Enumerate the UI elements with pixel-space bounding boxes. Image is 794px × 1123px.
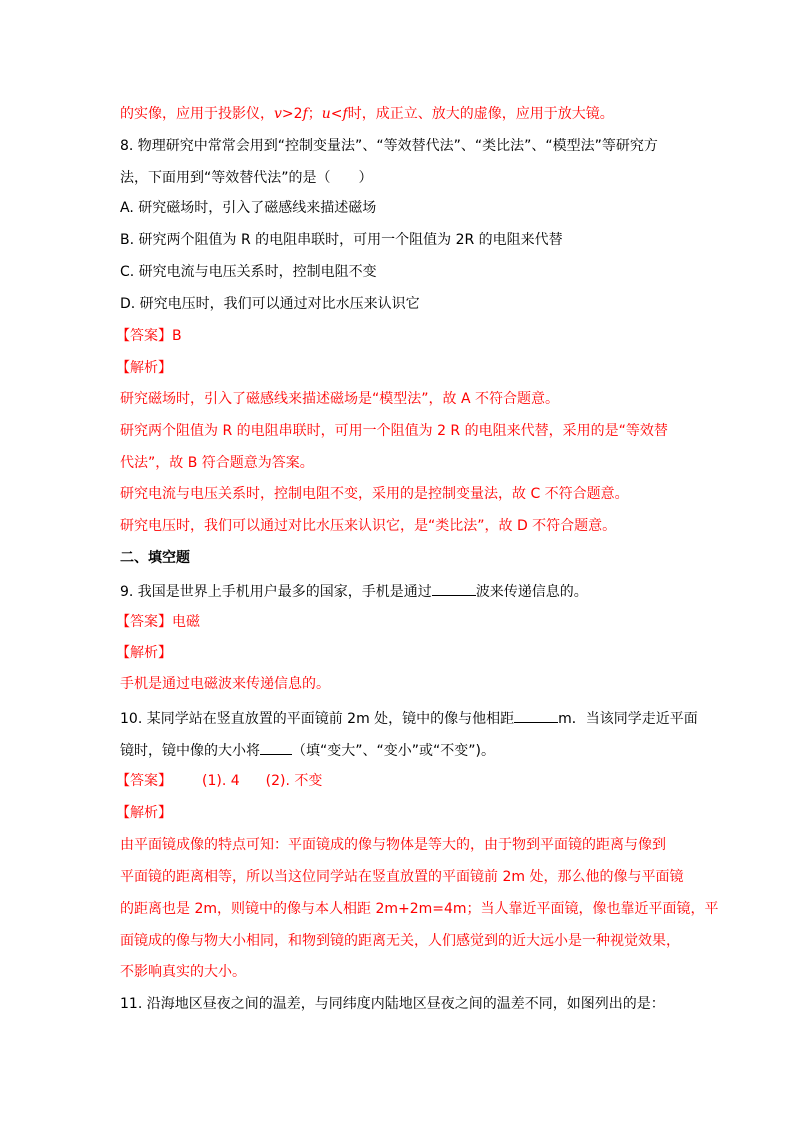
q8-analysis-line: 研究磁场时，引入了磁感线来描述磁场是“模型法”，故 A 不符合题意。: [120, 391, 559, 407]
text: 波来传递信息的。: [475, 584, 588, 600]
var-f: f: [342, 106, 348, 122]
text: 的实像，应用于投影仪，: [120, 106, 274, 122]
var-f: f: [302, 106, 308, 122]
q8-analysis-line: 代法”，故 B 符合题意为答案。: [120, 455, 314, 471]
var-u: u: [321, 106, 331, 122]
q8-option-c: C. 研究电流与电压关系时，控制电阻不变: [120, 264, 377, 280]
q8-option-b: B. 研究两个阻值为 R 的电阻串联时，可用一个阻值为 2R 的电阻来代替: [120, 232, 563, 248]
fill-blank: [514, 708, 558, 723]
answer-label: 【答案】: [116, 773, 172, 789]
q8-option-a: A. 研究磁场时，引入了磁感线来描述磁场: [120, 200, 377, 216]
q9-stem: [120, 581, 588, 601]
q9-answer: [116, 613, 200, 631]
q8-option-d: D. 研究电压时，我们可以通过对比水压来认识它: [120, 296, 420, 312]
q8-answer: [116, 327, 182, 345]
q10-stem-line2: [120, 740, 495, 760]
text: m．当该同学走近平面: [558, 711, 698, 727]
q10-analysis-line: 由平面镜成像的特点可知：平面镜成的像与物体是等大的，由于物到平面镜的距离与像到: [120, 837, 666, 853]
q8-analysis-label: 【解析】: [116, 360, 172, 376]
answer-value-1: (1). 4: [202, 773, 240, 789]
text: ；: [307, 106, 322, 122]
answer-value: B: [172, 328, 182, 344]
var-v: v: [274, 106, 282, 122]
text: （填“变大”、“变小”或“不变”)。: [292, 743, 495, 759]
q10-answer: [116, 772, 322, 790]
answer-label: 【答案】: [116, 328, 172, 344]
section-heading: 二、填空题: [120, 550, 190, 566]
answer-label: 【答案】: [116, 614, 172, 630]
fill-blank: [432, 581, 476, 596]
answer-value: 电磁: [172, 614, 200, 630]
q10-analysis-line: 的距离也是 2m，则镜中的像与本人相距 2m+2m=4m；当人靠近平面镜，像也靠近平面镜，平: [120, 901, 719, 917]
q11-stem: 11. 沿海地区昼夜之间的温差，与同纬度内陆地区昼夜之间的温差不同，如图列出的是：: [120, 996, 665, 1012]
q10-analysis-label: 【解析】: [116, 805, 172, 821]
text: 镜时，镜中像的大小将: [120, 743, 260, 759]
q8-stem-line1: 8. 物理研究中常常会用到“控制变量法”、“等效替代法”、“类比法”、“模型法”等研究方: [120, 138, 658, 154]
q9-analysis-label: 【解析】: [116, 645, 172, 661]
q9-analysis: 手机是通过电磁波来传递信息的。: [120, 676, 330, 692]
answer-value-2: (2). 不变: [265, 773, 323, 789]
q8-analysis-line: 研究两个阻值为 R 的电阻串联时，可用一个阻值为 2 R 的电阻来代替，采用的是“等效替: [120, 423, 668, 439]
q8-stem-line2: 法，下面用到“等效替代法”的是（ ）: [120, 170, 373, 186]
text: 10. 某同学站在竖直放置的平面镜前 2m 处，镜中的像与他相距: [120, 711, 515, 727]
q10-stem-line1: [120, 708, 698, 728]
continued-analysis-line: [120, 105, 614, 123]
q8-analysis-line: 研究电压时，我们可以通过对比水压来认识它，是“类比法”，故 D 不符合题意。: [120, 518, 617, 534]
q10-analysis-line: 面镜成的像与物大小相同，和物到镜的距离无关，人们感觉到的近大远小是一种视觉效果，: [120, 933, 680, 949]
q8-analysis-line: 研究电流与电压关系时，控制电阻不变，采用的是控制变量法，故 C 不符合题意。: [120, 486, 629, 502]
text: 时，成正立、放大的虚像，应用于放大镜。: [347, 106, 614, 122]
text: 9. 我国是世界上手机用户最多的国家，手机是通过: [120, 584, 432, 600]
q10-analysis-line: 不影响真实的大小。: [120, 964, 246, 980]
text: >2: [281, 106, 303, 122]
fill-blank: [260, 740, 292, 755]
text: <: [330, 106, 343, 122]
q10-analysis-line: 平面镜的距离相等，所以当这位同学站在竖直放置的平面镜前 2m 处，那么他的像与平面镜: [120, 869, 684, 885]
